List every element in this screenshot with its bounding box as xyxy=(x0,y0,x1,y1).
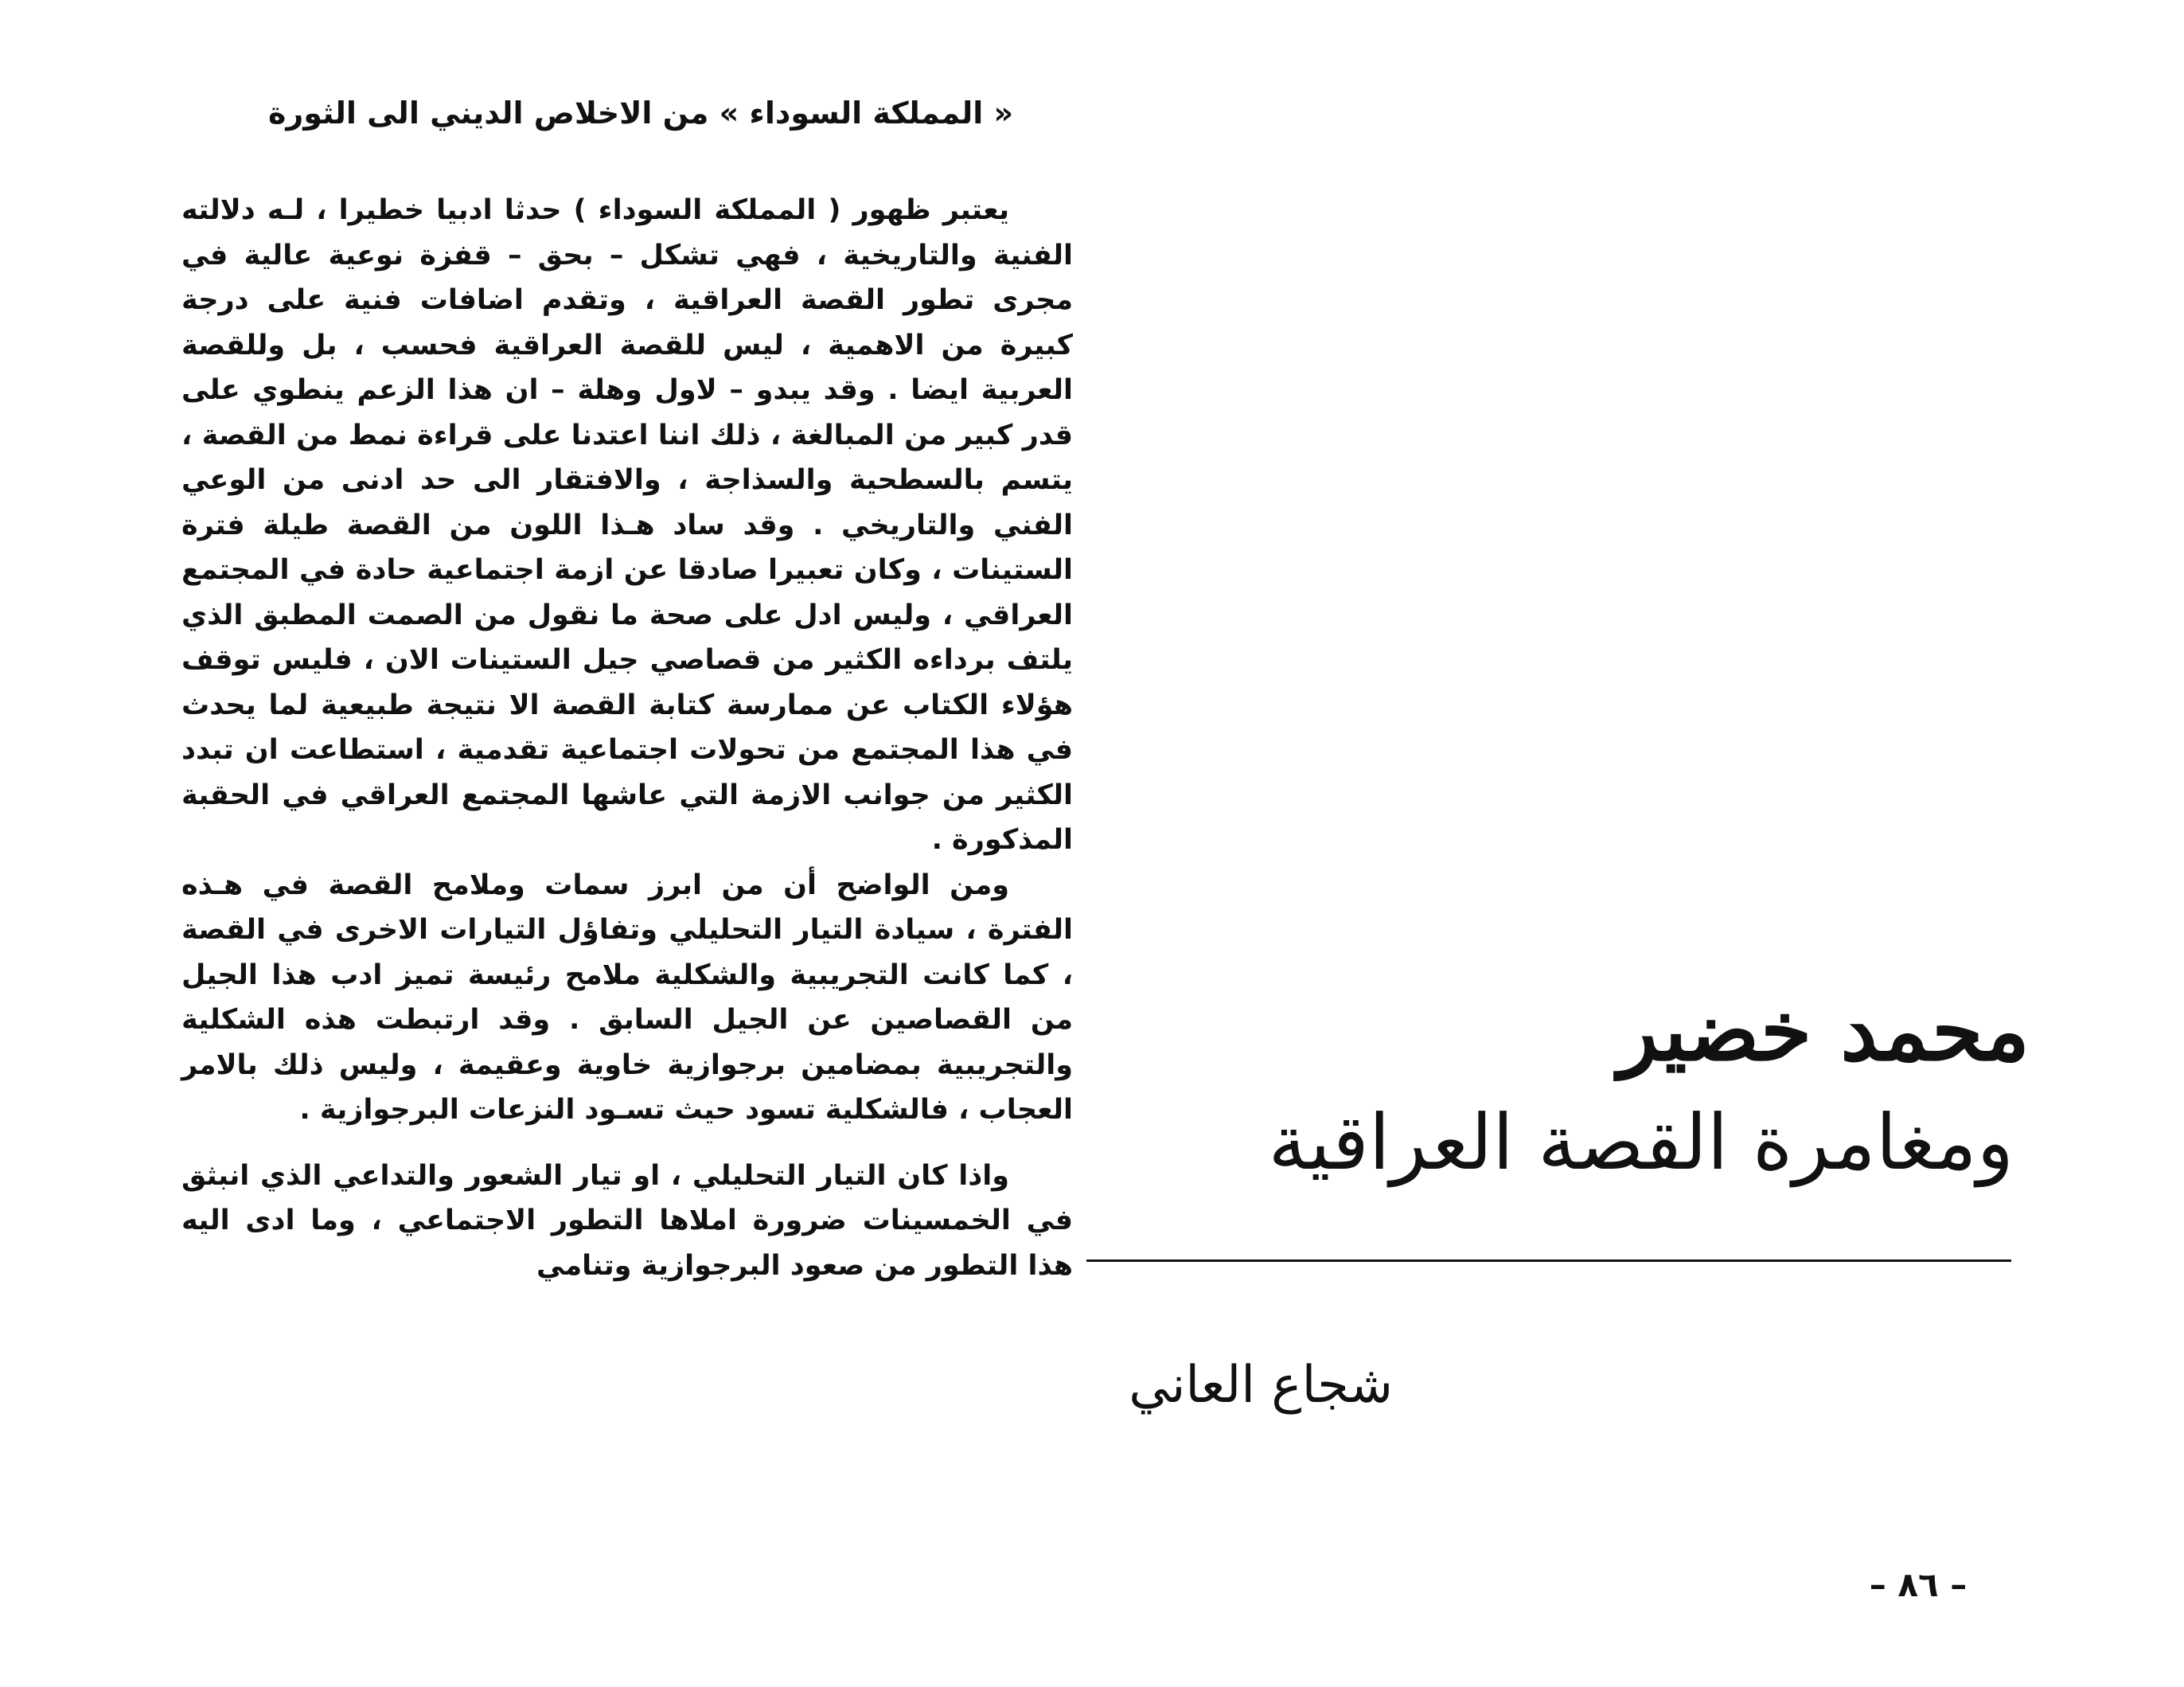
article-body xyxy=(181,188,1073,1288)
author-name: شجاع العاني xyxy=(1129,1356,1393,1415)
paragraph-1: يعتبر ظهور ( المملكة السوداء ) حدثا ادبيا خطيرا ، لـه دلالته الفنية والتاريخية ، فهي تشكل – بحق – قفزة نوعية عالية في مجرى تطور القصة العراقية ، وتقدم اضافات فنية على درجة كبيرة من الاهمية ، ليس للقصة العراقية فحسب ، بل وللقصة العربية ايضا . وقد يبدو – لاول وهلة – ان هذا الزعم ينطوي على قدر كبير من المبالغة ، ذلك اننا اعتدنا على قراءة نمط من القصة ، يتسم بالسطحية والسذاجة ، والافتقار الى حد ادنى من الوعي الفني والتاريخي . وقد ساد هـذا اللون من القصة طيلة فترة الستينات ، وكان تعبيرا صادقا عن ازمة اجتماعية حادة في المجتمع العراقي ، وليس ادل على صحة ما نقول من الصمت المطبق الذي يلتف برداءه الكثير من قصاصي جيل الستينات الان ، فليس توقف هؤلاء الكتاب عن ممارسة كتابة القصة الا نتيجة طبيعية لما يحدث في هذا المجتمع من تحولات اجتماعية تقدمية ، استطاعت ان تبدد الكثير من جوانب الازمة التي عاشها المجتمع العراقي في الحقبة المذكورة . xyxy=(181,194,1073,856)
running-header: « المملكة السوداء » من الاخلاص الديني الى الثورة xyxy=(267,96,1014,131)
article-title xyxy=(1090,979,2030,1202)
page-number: – ٨٦ – xyxy=(1869,1565,1968,1604)
title-divider xyxy=(1086,1259,2011,1262)
title-line-2: ومغامرة القصة العراقية xyxy=(1268,1098,2014,1187)
paragraph-3: واذا كان التيار التحليلي ، او تيار الشعور والتداعي الذي انبثق في الخمسينات ضرورة املاها التطور الاجتماعي ، وما ادى اليه هذا التطور من صعود البرجوازية وتنامي xyxy=(181,1159,1073,1282)
paragraph-2: ومن الواضح أن من ابرز سمات وملامح القصة في هـذه الفترة ، سيادة التيار التحليلي وتفاؤل التيارات الاخرى في القصة ، كما كانت التجريبية والشكلية ملامح رئيسة تميز ادب هذا الجيل من القصاصين عن الجيل السابق . وقد ارتبطت هذه الشكلية والتجريبية بمضامين برجوازية خاوية وعقيمة ، وليس ذلك بالامر العجاب ، فالشكلية تسود حيث تسـود النزعات البرجوازية . xyxy=(181,869,1073,1126)
title-line-1: محمد خضير xyxy=(1617,982,2030,1080)
